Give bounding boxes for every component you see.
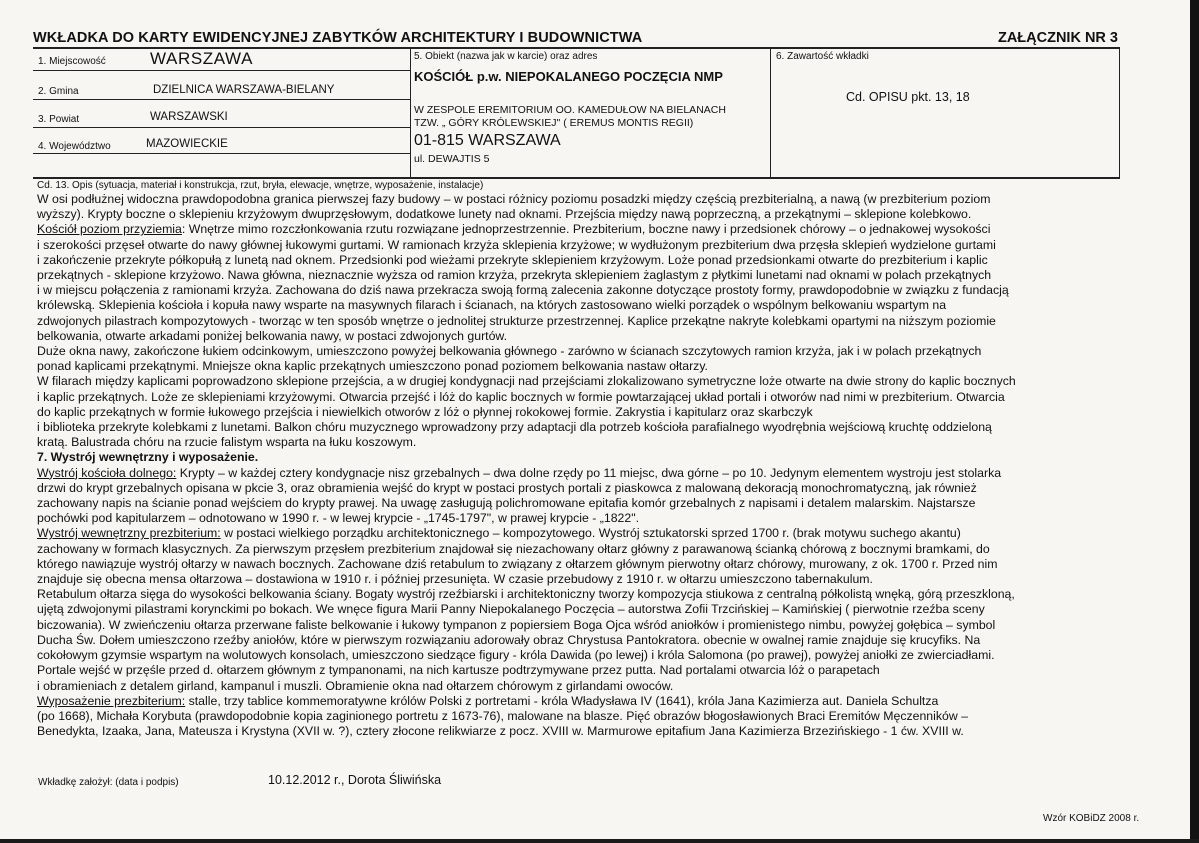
form-row-divider	[33, 99, 411, 100]
field-object-street: ul. DEWAJTIS 5	[414, 153, 490, 165]
text-line: wyższy). Krypty boczne o sklepieniu krzyżowym dwuprzęsłowym, dodatkowe lunety nad oknami. Przejścia między nawą poprzeczną, a przekątnymi – sklepione kolebkowo.	[37, 207, 972, 222]
field-district-value: WARSZAWSKI	[150, 111, 228, 123]
form-column-divider	[770, 47, 771, 179]
prepared-by-label: Wkładkę założył: (data i podpis)	[38, 777, 179, 788]
text-line: cokołowym gzymsie wspartym na wolutowych konsolach, umieszczono siedzące figury - króla Dawida (po lewej) i króla Salomona (po prawej), powyżej aniołki ze zwierciadłami.	[37, 648, 995, 663]
text-line: do kaplic przekątnych w formie łukowego przejścia i niewielkich otworów z lóż o płynnej rokokowej formie. Zakrystia i kapitularz oraz skarbczyk	[37, 404, 813, 419]
text-line: zachowany w formach klasycznych. Za pierwszym przęsłem prezbiterium znajdował się niezachowany ołtarz główny z parawanową ścianką chórową z bocznymi bramkami, do	[37, 541, 990, 556]
field-object-label: 5. Obiekt (nazwa jak w karcie) oraz adres	[414, 51, 598, 62]
form-row-divider	[33, 153, 411, 154]
text-line: pochówki pod kapitularzem – odnotowano w 1990 r. - w lewej krypcie - „1745-1797", w prawej krypcie - „1822".	[37, 511, 640, 526]
text-line: drzwi do krypt grzebalnych opisana w pkcie 3, oraz obramienia wejść do krypt w postaci prostych portali z piaskowca z malowaną dekoracją monochromatyczną, jak również	[37, 480, 977, 495]
prepared-by-value: 10.12.2012 r., Dorota Śliwińska	[268, 773, 442, 787]
form-column-divider	[410, 47, 411, 179]
field-voivodeship-value: MAZOWIECKIE	[146, 138, 228, 150]
text-line: W filarach między kaplicami poprowadzono sklepione przejścia, a w drugiej kondygnacji nad przejściami zlokalizowano symetryczne loże otwarte na dwie strony do kaplic bocznych	[37, 374, 1016, 389]
field-commune-label: 2. Gmina	[38, 86, 79, 97]
subheading-presbytery-furnishing: Wyposażenie prezbiterium:	[37, 693, 186, 708]
text-line: ujętą zdwojonymi pilastrami korynckimi po bokach. We wnęce figura Marii Panny Niepokalanego Poczęcia – autorstwa Zofii Trzcińskiej – Kamińskiej ( pierwotnie rzeźba sceny	[37, 602, 985, 617]
field-locality-label: 1. Miejscowość	[38, 56, 106, 67]
text-line: i biblioteka przekryte kolebkami z lunetami. Balkon chóru muzycznego wprowadzony przy adaptacji dla potrzeb kościoła parafialnego wyodrębnia wejściową kruchtę oddzieloną	[37, 420, 992, 435]
subheading-lower-church: Wystrój kościoła dolnego:	[37, 465, 177, 480]
section-13-header: Cd. 13. Opis (sytuacja, materiał i konstrukcja, rzut, bryła, elewacje, wnętrze, wyposażenie, instalacje)	[37, 180, 484, 191]
text-line: którego nawiązuje wystrój ołtarzy w nawach bocznych. Zachowane dziś retabulum to związany z ołtarzem głównym pierwotny ołtarz chórowy, murowany, z ok. 1700 r. Przed nim	[37, 556, 998, 571]
attachment-number: ZAŁĄCZNIK NR 3	[997, 30, 1118, 46]
text-line: Wyposażenie prezbiterium: stalle, trzy tablice kommemoratywne królów Polski z portretami - króla Władysława IV (1641), króla Jana Kazimierza aut. Daniela Schultza	[37, 693, 939, 708]
text-line: zdwojonych pilastrach kompozytowych - tworząc w ten sposób wnętrze o jednolitej strukturze przestrzennej. Kaplice przekątne nakryte kolebkami opartymi na niższym poziomie	[37, 313, 996, 328]
form-right-border	[1119, 47, 1120, 179]
text-line: Wystrój wewnętrzny prezbiterium: w postaci wielkiego porządku architektonicznego – kompozytowego. Wystrój sztukatorski sprzed 1700 r. (brak motywu suchego akantu)	[37, 526, 961, 541]
text-line: Kościół poziom przyziemia: Wnętrze mimo rozczłonkowania rzutu rozwiązane jednoprzestrzennie. Prezbiterium, boczne nawy i przedsionek chórowy – o jednakowej wysokości	[37, 222, 991, 237]
scan-edge-right	[1190, 0, 1199, 843]
form-row-divider	[33, 70, 411, 71]
scan-edge-bottom	[0, 839, 1199, 843]
text-line: Ducha Św. Dołem umieszczono rzeźby aniołów, które w pierwszym rozwiązaniu adorowały obraz Chrystusa Pantokratora. obecnie w owalnej ramie znajduje się krucyfiks. Na	[37, 632, 981, 647]
text-line: W osi podłużnej widoczna prawdopodobna granica pierwszej fazy budowy – w postaci różnicy poziomu posadzki między częścią prezbiterialną, a nawą (w prezbiterium poziom	[37, 192, 991, 206]
text-line: przekątnych - sklepione krzyżowo. Nawa główna, nieznacznie wyższa od ramion krzyża, przekryta sklepieniem żaglastym z płytkimi lunetami nad oknami w polach przekątnych	[37, 268, 992, 283]
section-7-heading: 7. Wystrój wewnętrzny i wyposażenie.	[37, 450, 259, 465]
subheading-presbytery-decor: Wystrój wewnętrzny prezbiterium:	[37, 526, 221, 541]
form-row-divider	[33, 127, 411, 128]
field-commune-value: DZIELNICA WARSZAWA-BIELANY	[153, 84, 335, 96]
text-line: znajduje się obecna mensa ołtarzowa – dostawiona w 1910 r. i później przesunięta. W czasie przebudowy z 1910 r. w ołtarzu umieszczono tabernakulum.	[37, 572, 873, 587]
text-line: kratą. Balustrada chóru na rzucie falistym wsparta na łuku koszowym.	[37, 435, 417, 450]
text-line: Wystrój kościoła dolnego: Krypty – w każdej cztery kondygnacje nisz grzebalnych – dwa dolne rzędy po 11 miejsc, dwa górne – po 10. Jedynym elementem wystroju jest stolarka	[37, 465, 1002, 480]
description-body	[37, 192, 1149, 739]
field-district-label: 3. Powiat	[38, 114, 80, 125]
field-object-postal: 01-815 WARSZAWA	[414, 132, 561, 149]
form-bottom-border	[33, 177, 1120, 179]
text-line: królewską. Sklepienia kościoła i kopuła nawy wsparte na masywnych filarach i ścianach, na których zastosowano wielki porządek o wspólnym belkowaniu wspartym na	[37, 298, 947, 313]
text-line: i kaplic przekątnych. Loże ze sklepieniami krzyżowymi. Otwarcia przejść i lóż do kaplic bocznych w formie powtarzającej układ portali i otworów nad nimi w prezbiterium. Otwarcia	[37, 389, 1005, 404]
text-line: Benedykta, Izaaka, Jana, Mateusza i Krystyna (XVII w. ?), cztery złocone relikwiarze z pocz. XVIII w. Marmurowe epitafium Jana Kazimierza Brzezińskiego - 1 ćw. XVIII w.	[37, 724, 964, 739]
text-line: i szerokości przęseł otwarte do nawy głównej łukowymi gurtami. W ramionach krzyża sklepienia krzyżowe; w wydłużonym prezbiterium dwa przęsła sklepień wydzielone gurtami	[37, 237, 996, 252]
text-line: Retabulum ołtarza sięga do wysokości belkowania ściany. Bogaty wystrój rzeźbiarski i architektoniczny tworzy kompozycja stiukowa z centralną półkolistą wnęką, górą przeszkloną,	[37, 587, 1015, 602]
template-version: Wzór KOBiDZ 2008 r.	[1043, 813, 1140, 824]
field-object-line-2: W ZESPOLE EREMITORIUM OO. KAMEDUŁOW NA BIELANACH	[414, 104, 726, 116]
text-line: i w miejscu połączenia z ramionami krzyża. Zachowana do dziś nawa przekracza swoją formą zalecenia zakonne dotyczące prostoty formy, prawdopodobnie w związku z fundacją	[37, 283, 1009, 298]
text-line: Portale wejść w przęśle przed d. ołtarzem głównym z tympanonami, na nich kartusze podtrzymywane przez putta. Nad portalami otwarcia lóż o parapetach	[37, 663, 880, 678]
subheading-ground-floor: Kościół poziom przyziemia	[37, 222, 182, 237]
field-object-name: KOŚCIÓŁ p.w. NIEPOKALANEGO POCZĘCIA NMP	[414, 69, 723, 84]
text-line: i zakończenie przekryte półkopułą z lunetą nad oknem. Przedsionki pod wieżami przekryte sklepieniem krzyżowym. Loże ponad przedsionkami otwarte do prezbiterium i kaplic	[37, 252, 988, 267]
field-contents-value: Cd. OPISU pkt. 13, 18	[846, 90, 970, 104]
field-locality-value: WARSZAWA	[150, 49, 254, 68]
text-line: Duże okna nawy, zakończone łukiem odcinkowym, umieszczono powyżej belkowania głównego - zarówno w ścianach szczytowych ramion krzyża, jak i w polach przekątnych	[37, 344, 982, 359]
text-line: zachowany napis na ścianie ponad wejściem do krypty prawej. Na uwagę zasługują polichromowane epitafia komór grzebalnych z napisami i detalem malarskim. Najstarsze	[37, 496, 976, 511]
text-line: i obramieniach z detalem girland, kampanul i muszli. Obramienie okna nad ołtarzem chórowym z girlandami owoców.	[37, 678, 674, 693]
field-contents-label: 6. Zawartość wkładki	[776, 51, 869, 62]
text-line: (po 1668), Michała Korybuta (prawdopodobnie kopia zaginionego portretu z 1673-76), malowane na blasze. Pięć obrazów błogosławionych Braci Eremitów Męczenników –	[37, 708, 968, 723]
page-title: WKŁADKA DO KARTY EWIDENCYJNEJ ZABYTKÓW ARCHITEKTURY I BUDOWNICTWA	[33, 30, 643, 46]
text-line: belkowania, otwarte arkadami poniżej belkowania nawy, w postaci zdwojonych gurtów.	[37, 328, 508, 343]
text-line: ponad kaplicami przekątnymi. Mniejsze okna kaplic przekątnych umieszczono ponad poziomem belkowania nastaw ołtarzy.	[37, 359, 708, 374]
field-voivodeship-label: 4. Województwo	[38, 141, 111, 152]
field-object-line-3: TZW. „ GÓRY KRÓLEWSKIEJ" ( EREMUS MONTIS REGII)	[414, 117, 694, 129]
text-line: biczowania). W zwieńczeniu ołtarza przerwane faliste belkowanie i łukowy tympanon z popiersiem Boga Ojca wśród aniołków i promienistego nimbu, powyżej gołębica – symbol	[37, 617, 996, 632]
